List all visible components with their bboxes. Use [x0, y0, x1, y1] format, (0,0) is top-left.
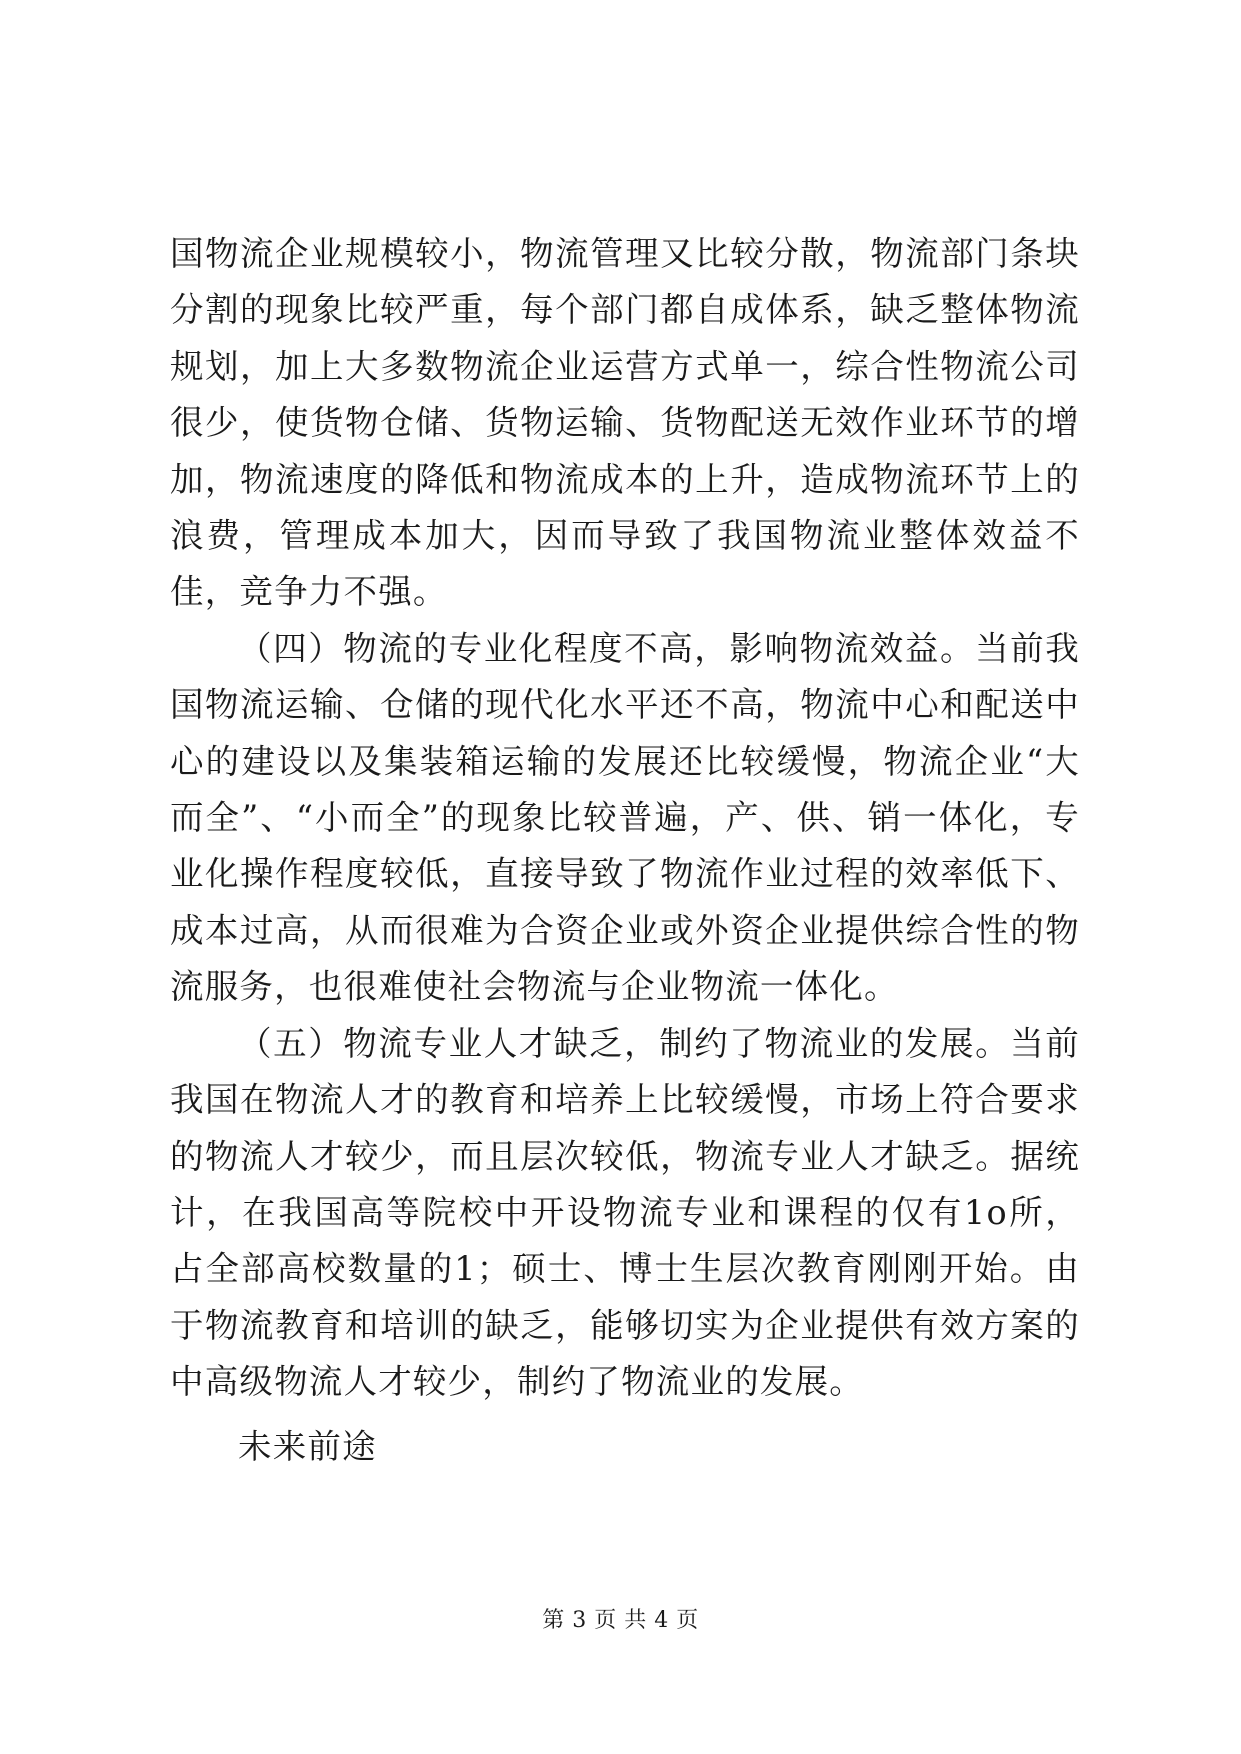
page-footer [0, 1606, 1241, 1636]
paragraph-section-five: （五）物流专业人才缺乏，制约了物流业的发展。当前我国在物流人才的教育和培养上比较缓慢，市场上符合要求的物流人才较少，而且层次较低，物流专业人才缺乏。据统计，在我国高等院校中开设物流专业和课程的仅有1o所，占全部高校数量的1；硕士、博士生层次教育刚刚开始。由于物流教育和培训的缺乏，能够切实为企业提供有效方案的中高级物流人才较少，制约了物流业的发展。 [170, 1023, 1080, 1402]
paragraph-section-four: （四）物流的专业化程度不高，影响物流效益。当前我国物流运输、仓储的现代化水平还不高，物流中心和配送中心的建设以及集装箱运输的发展还比较缓慢，物流企业“大而全”、“小而全”的现象比较普遍，产、供、销一体化，专业化操作程度较低，直接导致了物流作业过程的效率低下、成本过高，从而很难为合资企业或外资企业提供综合性的物流服务，也很难使社会物流与企业物流一体化。 [170, 628, 1080, 1007]
section-heading: 未来前途 [238, 1426, 377, 1466]
paragraph-continuation: 国物流企业规模较小，物流管理又比较分散，物流部门条块分割的现象比较严重，每个部门都自成体系，缺乏整体物流规划，加上大多数物流企业运营方式单一，综合性物流公司很少，使货物仓储、货物运输、货物配送无效作业环节的增加，物流速度的降低和物流成本的上升，造成物流环节上的浪费，管理成本加大，因而导致了我国物流业整体效益不佳，竞争力不强。 [170, 234, 1080, 612]
body-text [170, 226, 1080, 1475]
page-number-text: 第 3 页 共 4 页 [542, 1608, 699, 1633]
